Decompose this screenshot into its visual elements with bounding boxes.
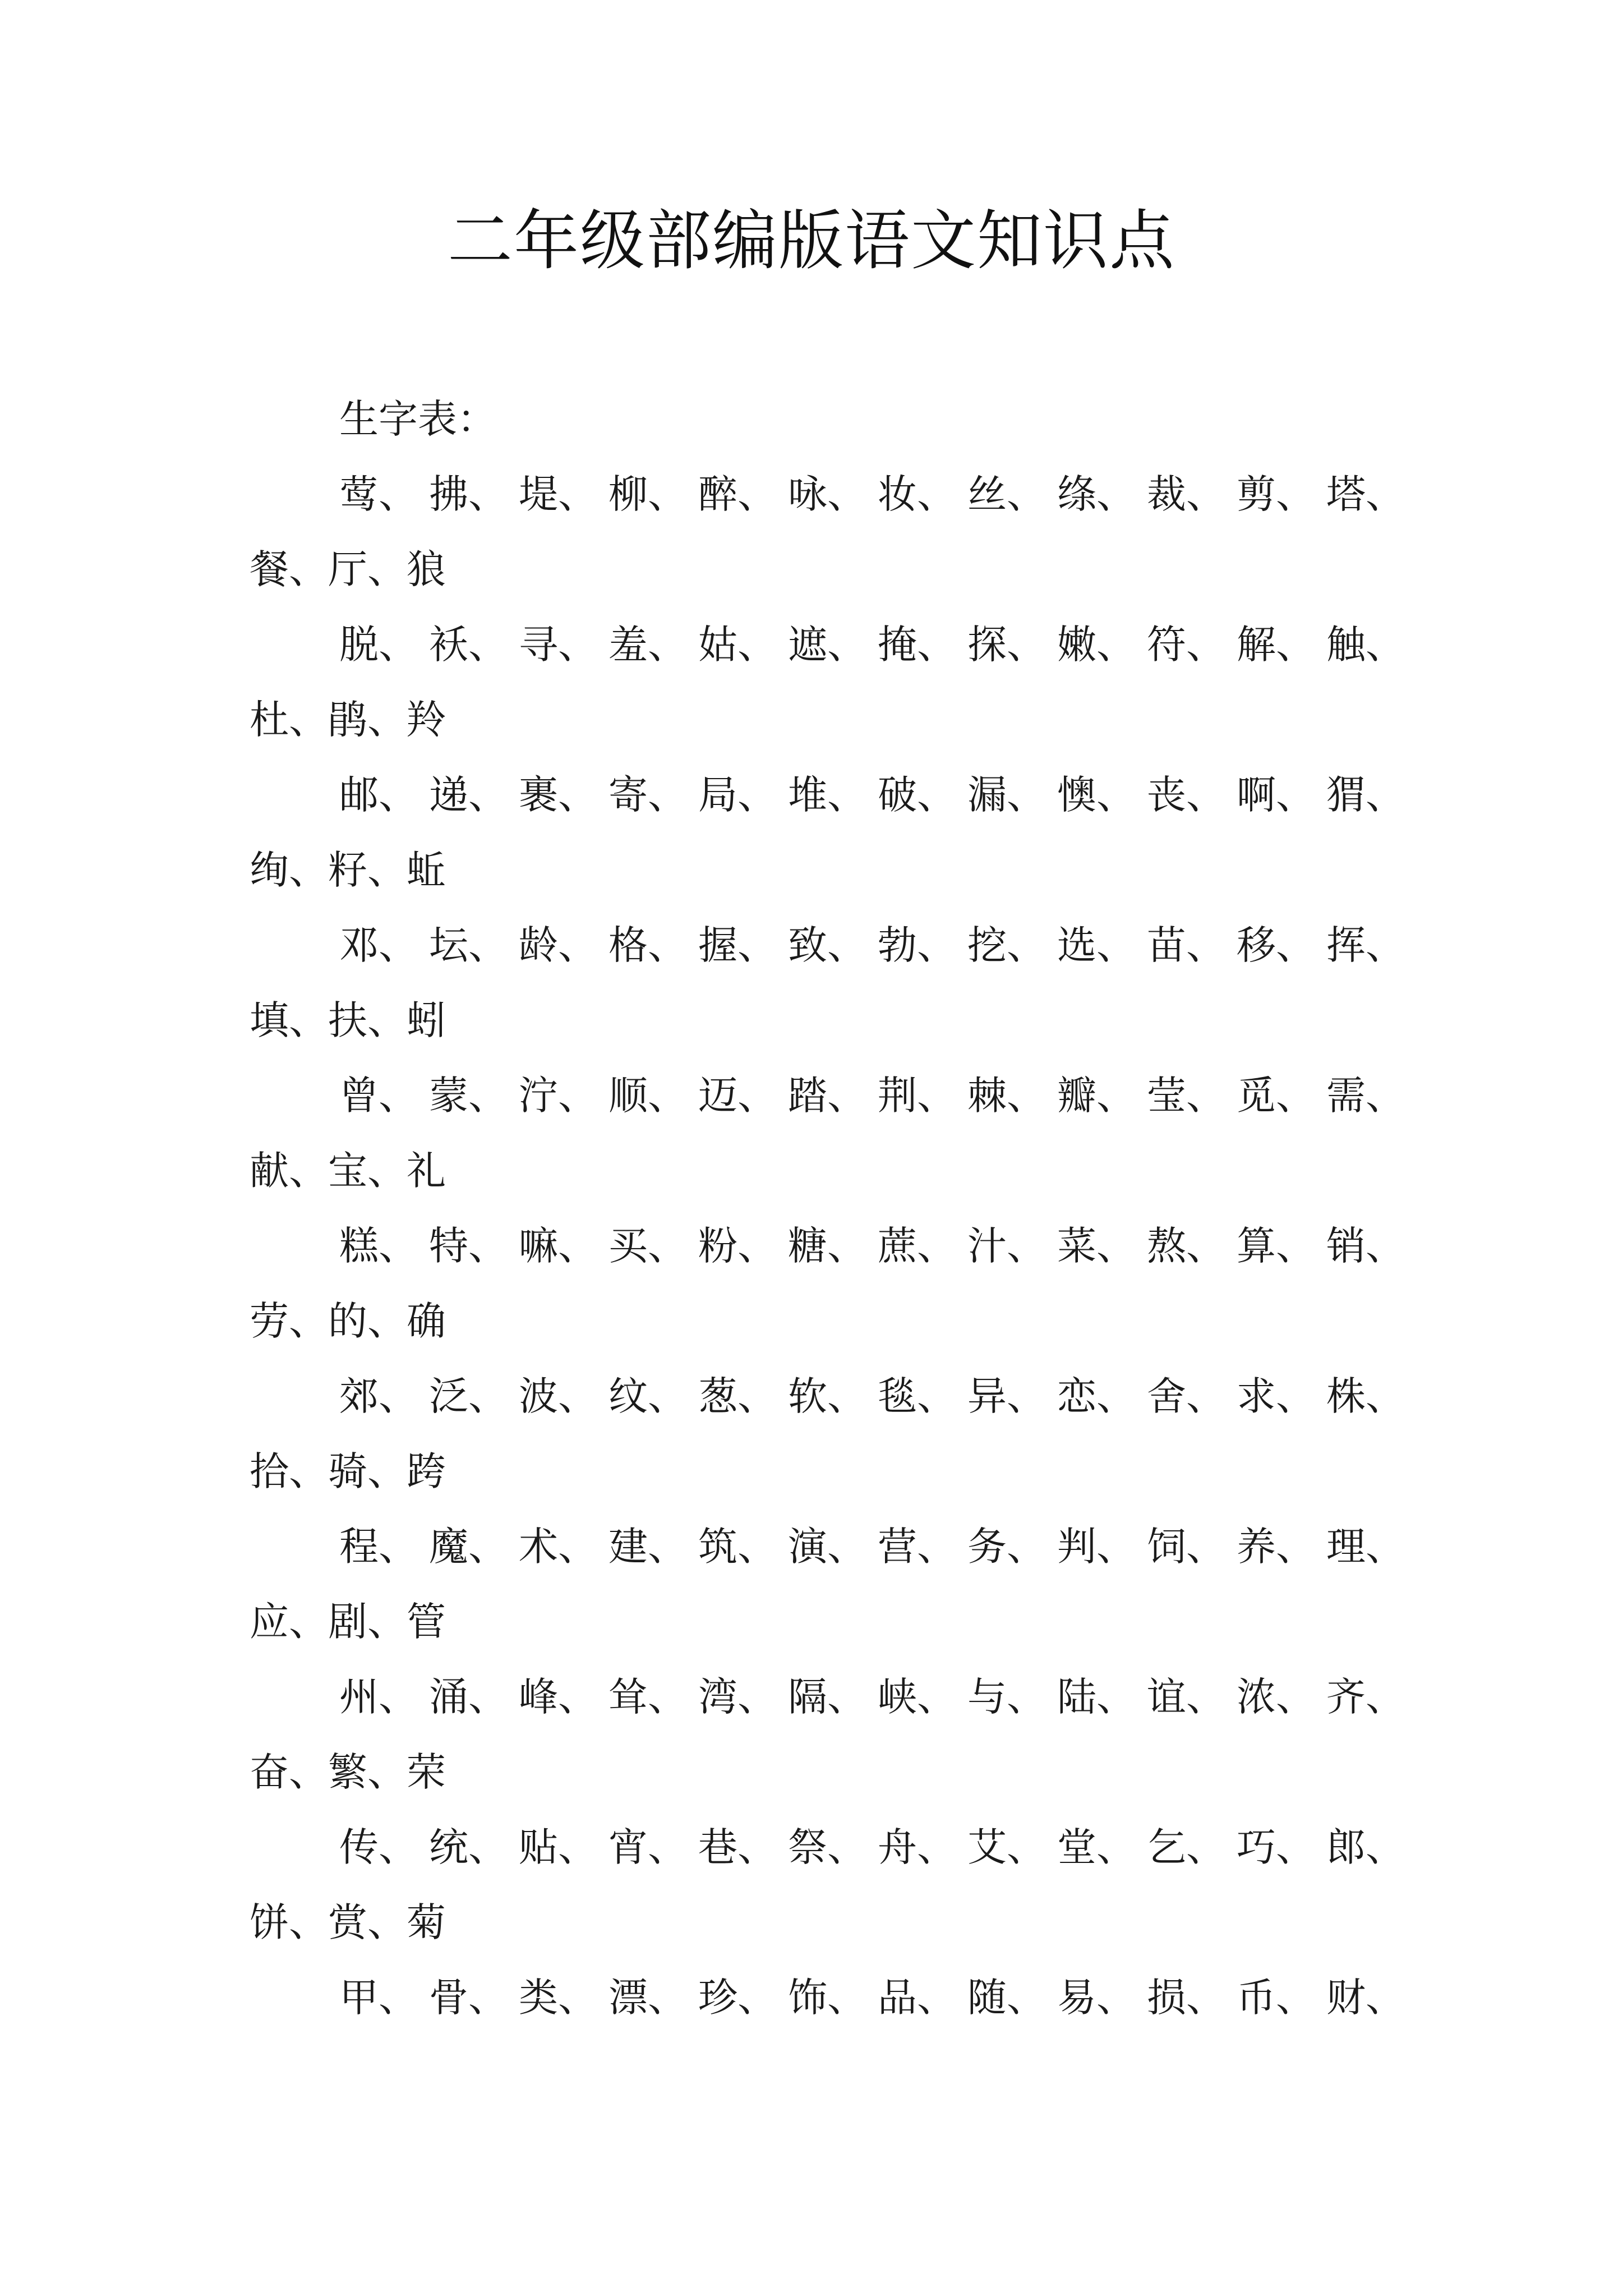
character: 损、 bbox=[1147, 1975, 1225, 2021]
character: 荆、 bbox=[878, 1073, 956, 1119]
character: 隔、 bbox=[788, 1674, 866, 1720]
character: 统、 bbox=[429, 1824, 508, 1870]
character: 魔、 bbox=[429, 1524, 508, 1570]
document-body bbox=[250, 381, 1405, 2035]
character: 谊、 bbox=[1147, 1674, 1225, 1720]
character: 懊、 bbox=[1057, 772, 1136, 818]
character: 破、 bbox=[878, 772, 956, 818]
character-row bbox=[339, 1058, 1405, 1133]
character: 财、 bbox=[1326, 1975, 1405, 2021]
character: 软、 bbox=[788, 1373, 866, 1419]
character: 求、 bbox=[1237, 1373, 1315, 1419]
character: 递、 bbox=[429, 772, 508, 818]
character: 巷、 bbox=[698, 1824, 777, 1870]
character: 莺、 bbox=[339, 471, 418, 517]
character: 嘛、 bbox=[519, 1223, 597, 1269]
character: 邓、 bbox=[339, 922, 418, 968]
character: 脱、 bbox=[339, 622, 418, 668]
character: 局、 bbox=[698, 772, 777, 818]
character: 顺、 bbox=[608, 1073, 687, 1119]
character: 贴、 bbox=[519, 1824, 597, 1870]
character: 棘、 bbox=[967, 1073, 1046, 1119]
character: 堤、 bbox=[519, 471, 597, 517]
character-row bbox=[339, 607, 1405, 682]
character: 堆、 bbox=[788, 772, 866, 818]
character: 需、 bbox=[1326, 1073, 1405, 1119]
character-line-continued: 献、宝、礼 bbox=[250, 1148, 446, 1194]
character: 选、 bbox=[1057, 922, 1136, 968]
character-line bbox=[250, 1058, 1405, 1133]
character: 舟、 bbox=[878, 1824, 956, 1870]
character: 龄、 bbox=[519, 922, 597, 968]
character: 勃、 bbox=[878, 922, 956, 968]
character-row bbox=[339, 1359, 1405, 1434]
character: 乞、 bbox=[1147, 1824, 1225, 1870]
character: 宵、 bbox=[608, 1824, 687, 1870]
character-line-continued: 拾、骑、跨 bbox=[250, 1448, 446, 1494]
character-line-continued: 餐、厅、狼 bbox=[250, 546, 446, 592]
character-row bbox=[339, 457, 1405, 532]
character-row bbox=[339, 757, 1405, 832]
character: 踏、 bbox=[788, 1073, 866, 1119]
character-row bbox=[339, 1208, 1405, 1283]
character: 堂、 bbox=[1057, 1824, 1136, 1870]
character: 醉、 bbox=[698, 471, 777, 517]
character: 特、 bbox=[429, 1223, 508, 1269]
character: 妆、 bbox=[878, 471, 956, 517]
character-line bbox=[250, 457, 1405, 532]
character: 毯、 bbox=[878, 1373, 956, 1419]
character: 销、 bbox=[1326, 1223, 1405, 1269]
character: 理、 bbox=[1326, 1524, 1405, 1570]
character: 巧、 bbox=[1237, 1824, 1315, 1870]
character: 传、 bbox=[339, 1824, 418, 1870]
character: 符、 bbox=[1147, 622, 1225, 668]
character: 泛、 bbox=[429, 1373, 508, 1419]
character: 熬、 bbox=[1147, 1223, 1225, 1269]
character: 袄、 bbox=[429, 622, 508, 668]
character-row bbox=[339, 1960, 1405, 2035]
character: 品、 bbox=[878, 1975, 956, 2021]
character: 务、 bbox=[967, 1524, 1046, 1570]
character: 寄、 bbox=[608, 772, 687, 818]
character: 营、 bbox=[878, 1524, 956, 1570]
character-line bbox=[250, 607, 1405, 682]
character: 塔、 bbox=[1326, 471, 1405, 517]
character: 柳、 bbox=[608, 471, 687, 517]
character: 峡、 bbox=[878, 1674, 956, 1720]
character: 演、 bbox=[788, 1524, 866, 1570]
character: 糕、 bbox=[339, 1223, 418, 1269]
character: 程、 bbox=[339, 1524, 418, 1570]
character-row bbox=[339, 1509, 1405, 1584]
character: 养、 bbox=[1237, 1524, 1315, 1570]
character: 苗、 bbox=[1147, 922, 1225, 968]
character: 珍、 bbox=[698, 1975, 777, 2021]
character: 异、 bbox=[967, 1373, 1046, 1419]
character: 蔗、 bbox=[878, 1223, 956, 1269]
character: 建、 bbox=[608, 1524, 687, 1570]
character-line bbox=[250, 908, 1405, 983]
character: 触、 bbox=[1326, 622, 1405, 668]
character: 郊、 bbox=[339, 1373, 418, 1419]
character: 波、 bbox=[519, 1373, 597, 1419]
character: 葱、 bbox=[698, 1373, 777, 1419]
character: 格、 bbox=[608, 922, 687, 968]
character: 移、 bbox=[1237, 922, 1315, 968]
character: 裁、 bbox=[1147, 471, 1225, 517]
character: 艾、 bbox=[967, 1824, 1046, 1870]
character: 舍、 bbox=[1147, 1373, 1225, 1419]
character: 类、 bbox=[519, 1975, 597, 2021]
character: 恋、 bbox=[1057, 1373, 1136, 1419]
character-line bbox=[250, 1509, 1405, 1584]
character: 嫩、 bbox=[1057, 622, 1136, 668]
character: 猬、 bbox=[1326, 772, 1405, 818]
character: 骨、 bbox=[429, 1975, 508, 2021]
character: 判、 bbox=[1057, 1524, 1136, 1570]
character: 曾、 bbox=[339, 1073, 418, 1119]
character: 峰、 bbox=[519, 1674, 597, 1720]
character: 饲、 bbox=[1147, 1524, 1225, 1570]
character: 湾、 bbox=[698, 1674, 777, 1720]
character-line bbox=[250, 1359, 1405, 1434]
character: 买、 bbox=[608, 1223, 687, 1269]
character: 绦、 bbox=[1057, 471, 1136, 517]
character: 筑、 bbox=[698, 1524, 777, 1570]
character: 咏、 bbox=[788, 471, 866, 517]
character-line-continued: 奋、繁、荣 bbox=[250, 1749, 446, 1795]
character-line bbox=[250, 757, 1405, 832]
character: 耸、 bbox=[608, 1674, 687, 1720]
character: 挖、 bbox=[967, 922, 1046, 968]
character: 拂、 bbox=[429, 471, 508, 517]
character-line bbox=[250, 1208, 1405, 1283]
character-line-continued: 绚、籽、蚯 bbox=[250, 847, 446, 893]
character: 甲、 bbox=[339, 1975, 418, 2021]
character: 漏、 bbox=[967, 772, 1046, 818]
section-heading: 生字表： bbox=[339, 396, 496, 442]
character: 泞、 bbox=[519, 1073, 597, 1119]
character: 汁、 bbox=[967, 1223, 1046, 1269]
character-row bbox=[339, 908, 1405, 983]
character: 姑、 bbox=[698, 622, 777, 668]
character-line bbox=[250, 1810, 1405, 1885]
character: 糖、 bbox=[788, 1223, 866, 1269]
character: 羞、 bbox=[608, 622, 687, 668]
character: 坛、 bbox=[429, 922, 508, 968]
character: 觅、 bbox=[1237, 1073, 1315, 1119]
character: 邮、 bbox=[339, 772, 418, 818]
character: 浓、 bbox=[1237, 1674, 1315, 1720]
character: 丧、 bbox=[1147, 772, 1225, 818]
character: 遮、 bbox=[788, 622, 866, 668]
character: 寻、 bbox=[519, 622, 597, 668]
character: 漂、 bbox=[608, 1975, 687, 2021]
character-line bbox=[250, 1659, 1405, 1734]
character: 莹、 bbox=[1147, 1073, 1225, 1119]
character: 陆、 bbox=[1057, 1674, 1136, 1720]
character: 株、 bbox=[1326, 1373, 1405, 1419]
character-line bbox=[250, 1960, 1405, 2035]
character: 算、 bbox=[1237, 1223, 1315, 1269]
character: 瓣、 bbox=[1057, 1073, 1136, 1119]
character: 郎、 bbox=[1326, 1824, 1405, 1870]
character-line-continued: 应、剧、管 bbox=[250, 1599, 446, 1645]
character: 随、 bbox=[967, 1975, 1046, 2021]
character: 解、 bbox=[1237, 622, 1315, 668]
character: 术、 bbox=[519, 1524, 597, 1570]
character: 啊、 bbox=[1237, 772, 1315, 818]
character: 握、 bbox=[698, 922, 777, 968]
character: 易、 bbox=[1057, 1975, 1136, 2021]
character: 涌、 bbox=[429, 1674, 508, 1720]
character-line-continued: 劳、的、确 bbox=[250, 1298, 446, 1344]
character: 蒙、 bbox=[429, 1073, 508, 1119]
character: 粉、 bbox=[698, 1223, 777, 1269]
character: 菜、 bbox=[1057, 1223, 1136, 1269]
character-line-continued: 填、扶、蚓 bbox=[250, 997, 446, 1043]
character-row bbox=[339, 1659, 1405, 1734]
character-line-continued: 饼、赏、菊 bbox=[250, 1899, 446, 1945]
character: 币、 bbox=[1237, 1975, 1315, 2021]
character: 剪、 bbox=[1237, 471, 1315, 517]
character: 探、 bbox=[967, 622, 1046, 668]
page-title: 二年级部编版语文知识点 bbox=[448, 203, 1175, 279]
character: 与、 bbox=[967, 1674, 1046, 1720]
character: 纹、 bbox=[608, 1373, 687, 1419]
character: 致、 bbox=[788, 922, 866, 968]
character: 祭、 bbox=[788, 1824, 866, 1870]
character: 掩、 bbox=[878, 622, 956, 668]
character: 齐、 bbox=[1326, 1674, 1405, 1720]
character-line-continued: 杜、鹃、羚 bbox=[250, 697, 446, 743]
character-list bbox=[250, 457, 1405, 2035]
character: 丝、 bbox=[967, 471, 1046, 517]
character: 迈、 bbox=[698, 1073, 777, 1119]
character-row bbox=[339, 1810, 1405, 1885]
character: 州、 bbox=[339, 1674, 418, 1720]
character: 饰、 bbox=[788, 1975, 866, 2021]
character: 挥、 bbox=[1326, 922, 1405, 968]
character: 裹、 bbox=[519, 772, 597, 818]
